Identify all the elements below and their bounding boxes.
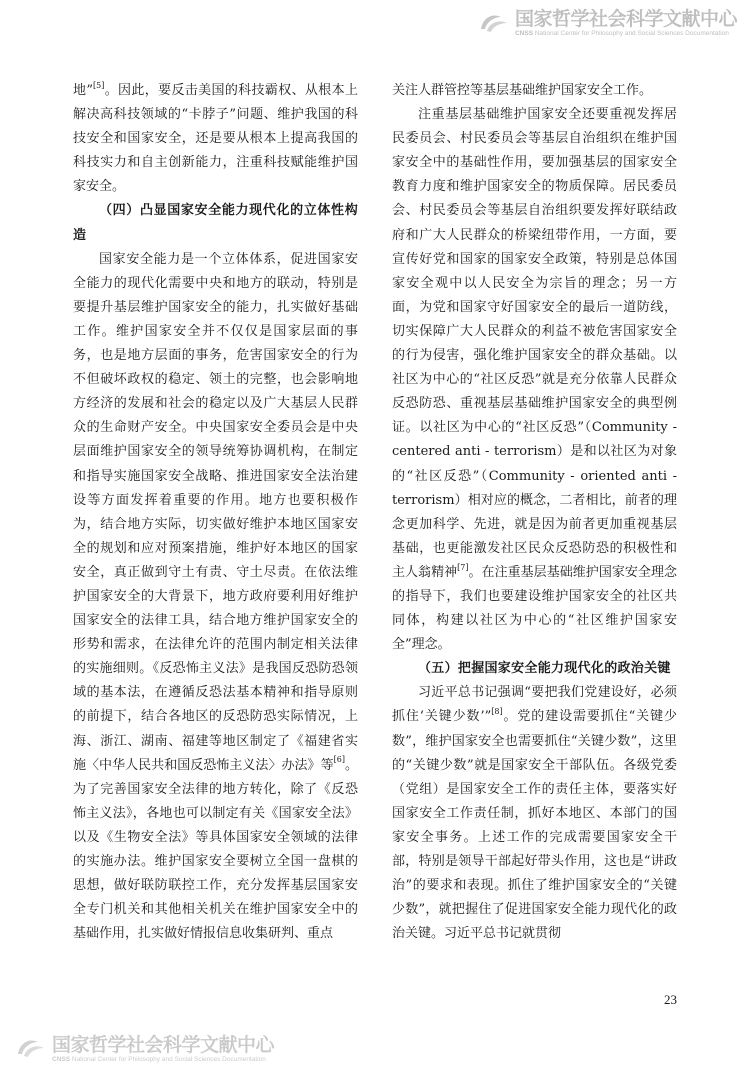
paragraph: 关注人群管控等基层基础维护国家安全工作。 — [392, 83, 653, 98]
citation-ref: [7] — [457, 562, 469, 572]
citation-ref: [8] — [491, 707, 503, 717]
citation-ref: [6] — [333, 755, 345, 765]
right-column — [392, 79, 677, 946]
section-heading: （四）凸显国家安全能力现代化的立体性构造 — [73, 203, 358, 243]
citation-ref: [5] — [93, 80, 105, 90]
paragraph: 注重基层基础维护国家安全还要重视发挥居民委员会、村民委员会等基层自治组织在维护国家安全中的基础性作用，要加强基层的国家安全教育力度和维护国家安全的物质保障。居民委员会、村民委员会等基层自治组织要发挥好联结政府和广大人民群众的桥梁纽带作用，一方面，要宣传好党和国家的国家安全政策，特别是总体国家安全观中以人民安全为宗旨的理念；另一方面，为党和国家守好国家安全的最后一道防线，切实保障广大人民群众的利益不被危害国家安全的行为侵害，强化维护国家安全的群众基础。以社区为中心的“社区反恐”就是充分依靠人民群众反恐防恐、重视基层基础维护国家安全的典型例证。以社区为中心的“社区反恐”（Community - centered anti - terrorism）是和以社区为对象的“社区反恐”（Community - oriented anti - terrorism）相对应的概念，二者相比，前者的理念更加科学、先进，就是因为前者更加重视基层基础，也更能激发社区民众反恐防恐的积极性和主人翁精神[7]。在注重基层基础维护国家安全理念的指导下，我们也要建设维护国家安全的社区共同体，构建以社区为中心的“社区维护国家安全”理念。 — [392, 107, 677, 653]
paragraph: 地”[5]。因此，要反击美国的科技霸权、从根本上解决高科技领域的“卡脖子”问题、维护我国的科技安全和国家安全，还是要从根本上提高我国的科技实力和自主创新能力，注重科技赋能维护国家安全。 — [73, 80, 358, 195]
page-number: 23 — [664, 992, 677, 1007]
paragraph: 习近平总书记强调“要把我们党建设好，必须抓住‘关键少数’”[8]。党的建设需要抓住“关键少数”，维护国家安全也需要抓住“关键少数”，这里的“关键少数”就是国家安全干部队伍。各级党委（党组）是国家安全工作的责任主体，要落实好国家安全工作责任制，抓好本地区、本部门的国家安全事务。上述工作的完成需要国家安全干部，特别是领导干部起好带头作用，这也是“讲政治”的要求和表现。抓住了维护国家安全的“关键少数”，就把握住了促进国家安全能力现代化的政治关键。习近平总书记就贯彻 — [392, 685, 677, 942]
watermark-top — [477, 10, 737, 38]
left-column — [73, 79, 358, 946]
watermark-bottom — [14, 1033, 275, 1064]
watermark-title: 国家哲学社会科学文献中心 — [52, 1033, 275, 1056]
watermark-subtitle: CNSS National Center for Philosophy and Social Sciences Documentation — [52, 1055, 266, 1063]
cnss-logo-icon — [477, 11, 511, 37]
section-heading: （五）把握国家安全能力现代化的政治关键 — [418, 661, 671, 677]
watermark-subtitle: CNSS National Center for Philosophy and Social Sciences Documentation — [514, 30, 729, 37]
watermark-title: 国家哲学社会科学文献中心 — [514, 8, 737, 30]
cnss-logo-icon — [14, 1036, 48, 1062]
paragraph: 国家安全能力是一个立体体系，促进国家安全能力的现代化需要中央和地方的联动，特别是要提升基层维护国家安全的能力，扎实做好基础工作。维护国家安全并不仅仅是国家层面的事务，也是地方层面的事务，危害国家安全的行为不但破坏政权的稳定、领土的完整，也会影响地方经济的发展和社会的稳定以及广大基层人民群众的生命财产安全。中央国家安全委员会是中央层面维护国家安全的领导统筹协调机构，在制定和指导实施国家安全战略、推进国家安全法治建设等方面发挥着重要的作用。地方也要积极作为，结合地方实际，切实做好维护本地区国家安全的规划和应对预案措施，维护好本地区的国家安全，真正做到守土有责、守土尽责。在依法维护国家安全的大背景下，地方政府要利用好维护国家安全的法律工具，结合地方维护国家安全的形势和需求，在法律允许的范围内制定相关法律的实施细则。《反恐怖主义法》是我国反恐防恐领域的基本法，在遵循反恐法基本精神和指导原则的前提下，结合各地区的反恐防恐实际情况，上海、浙江、湖南、福建等地区制定了《福建省实施〈中华人民共和国反恐怖主义法〉办法》等[6]。为了完善国家安全法律的地方转化，除了《反恐怖主义法》，各地也可以制定有关《国家安全法》以及《生物安全法》等具体国家安全领域的法律的实施办法。维护国家安全要树立全国一盘棋的思想，做好联防联控工作，充分发挥基层国家安全专门机关和其他相关机关在维护国家安全中的基础作用，扎实做好情报信息收集研判、重点 — [73, 251, 358, 942]
